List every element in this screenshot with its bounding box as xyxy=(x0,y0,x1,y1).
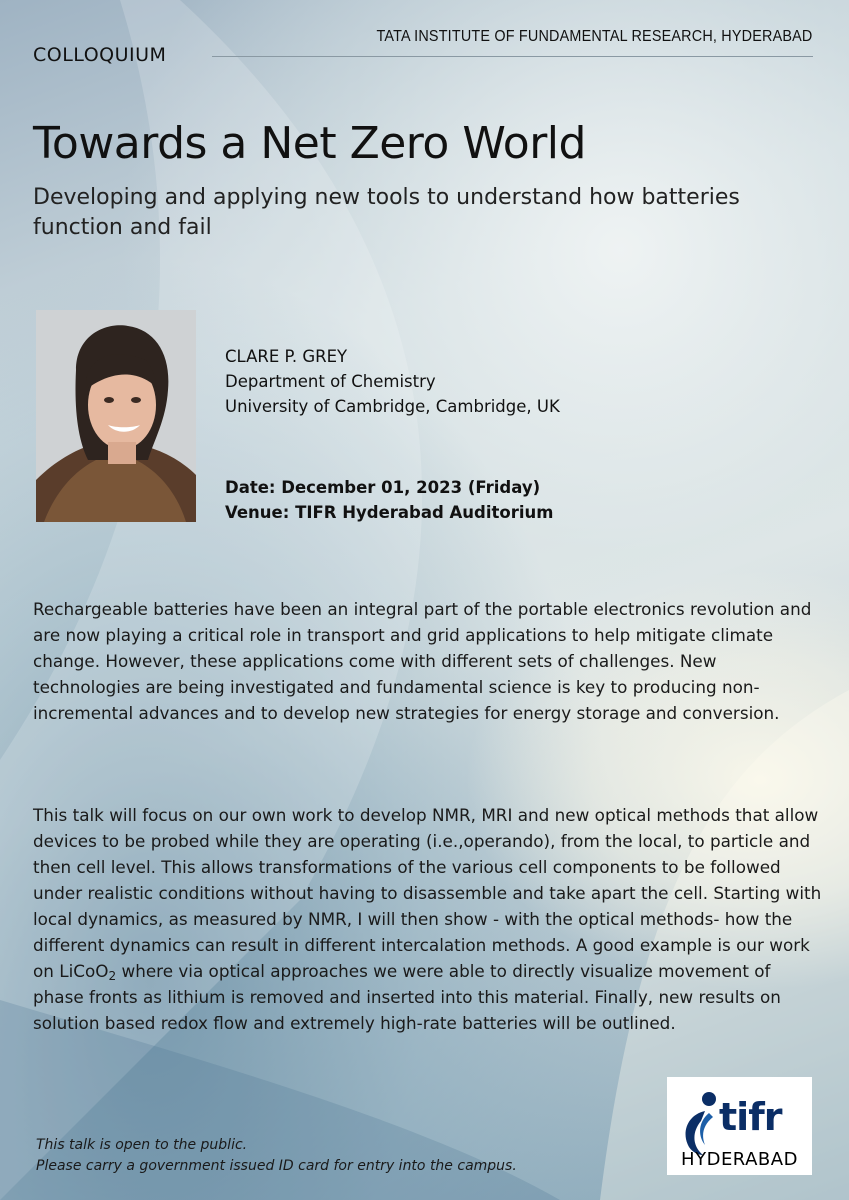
speaker-portrait-icon xyxy=(36,310,196,522)
speaker-photo xyxy=(36,310,196,522)
event-details xyxy=(225,475,553,525)
speaker-department: Department of Chemistry xyxy=(225,372,436,391)
abstract-para2-text-continued: where via optical approaches we were able to directly visualize movement of phase fronts as lithium is removed and inserted into this material. Finally, new results on solution based redox flow and extremely high-rate batteries will be outlined. xyxy=(33,961,781,1033)
logo-city: HYDERABAD xyxy=(681,1149,798,1170)
speaker-affiliation: University of Cambridge, Cambridge, UK xyxy=(225,397,560,416)
footer-line-public: This talk is open to the public. xyxy=(36,1137,248,1153)
header-divider xyxy=(212,56,813,57)
speaker-name: CLARE P. GREY xyxy=(225,347,348,366)
abstract-paragraph-1: Rechargeable batteries have been an integral part of the portable electronics revolution and are now playing a critical role in transport and grid applications to help mitigate climate change. However, these applications come with different sets of challenges. New technologies are being investigated and fundamental science is key to producing non-incremental advances and to develop new strategies for energy storage and conversion. xyxy=(33,599,812,723)
footer-line-id: Please carry a government issued ID card for entry into the campus. xyxy=(36,1158,517,1174)
speaker-info xyxy=(225,344,560,419)
event-venue: Venue: TIFR Hyderabad Auditorium xyxy=(225,503,554,522)
logo-wordmark: tifr xyxy=(719,1095,782,1139)
footer-note xyxy=(36,1135,517,1177)
subscript-2: 2 xyxy=(108,969,117,984)
series-label: COLLOQUIUM xyxy=(33,44,167,66)
institute-name: TATA INSTITUTE OF FUNDAMENTAL RESEARCH, HYDERABAD xyxy=(376,28,813,45)
event-date: Date: December 01, 2023 (Friday) xyxy=(225,478,541,497)
abstract-para2-text: This talk will focus on our own work to develop NMR, MRI and new optical methods that allow devices to be probed while they are operating (i.e.,operando), from the local, to particle and then cell level. This allows transformations of the various cell components to be followed under realistic conditions without having to disassemble and take apart the cell. Starting with local dynamics, as measured by NMR, I will then show - with the optical methods- how the different dynamics can result in different intercalation methods. A good example is our work on LiCoO xyxy=(33,805,822,981)
tifr-logo xyxy=(667,1077,812,1175)
talk-subtitle: Developing and applying new tools to understand how batteries function and fail xyxy=(33,185,740,240)
abstract-paragraph-2 xyxy=(33,802,823,1036)
talk-title: Towards a Net Zero World xyxy=(33,118,586,169)
